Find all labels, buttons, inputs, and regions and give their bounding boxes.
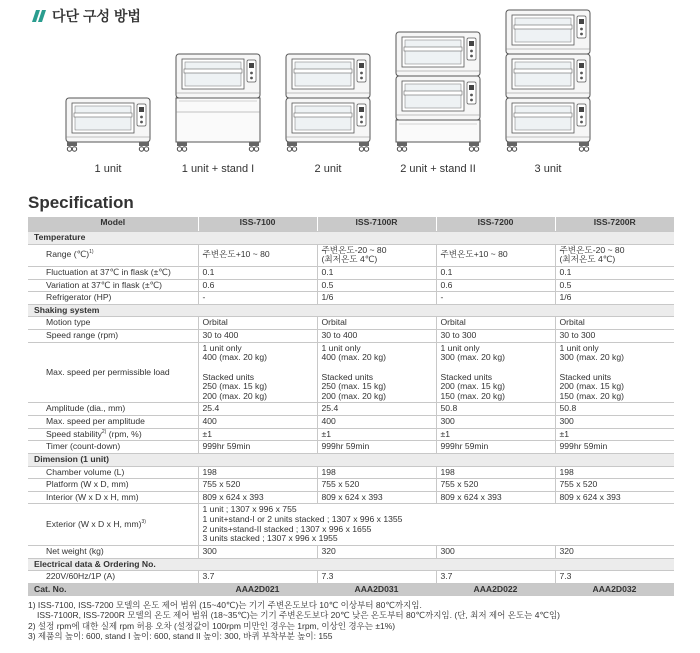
section-shaking-system: Shaking system [28, 304, 674, 317]
table-row [28, 279, 674, 292]
cell: 1 unit only 300 (max. 20 kg) Stacked units 200 (max. 15 kg) 150 (max. 20 kg) [436, 342, 555, 403]
cell: 755 x 520 [198, 479, 317, 492]
table-row [28, 545, 674, 558]
cell: 400 [317, 416, 436, 429]
cell: 809 x 624 x 393 [198, 491, 317, 504]
row-label-speed-stability: Speed stability$^{2)}$ (rpm, %) [28, 428, 198, 441]
header-model: Model [28, 217, 198, 232]
cell: 30 to 300 [555, 330, 674, 343]
table-row [28, 330, 674, 343]
cell: 0.6 [198, 279, 317, 292]
cell: 30 to 400 [317, 330, 436, 343]
footnote-2: 2) 설정 rpm에 대한 실제 rpm 허용 오차 (설정값이 100rpm 미만인 경우는 1rpm, 이상인 경우는 ±1%) [28, 620, 396, 631]
cell: 809 x 624 x 393 [317, 491, 436, 504]
cell: - [436, 292, 555, 305]
cell: Orbital [198, 317, 317, 330]
cell: 809 x 624 x 393 [555, 491, 674, 504]
table-header-row [28, 217, 674, 232]
row-label-speed-range: Speed range (rpm) [28, 330, 198, 343]
cell: 300 [198, 545, 317, 558]
cell: 0.1 [317, 266, 436, 279]
cell: ±1 [317, 428, 436, 441]
cell: 25.4 [317, 403, 436, 416]
footnote-1: 1) ISS-7100, ISS-7200 모델의 온도 제어 범위 (15~40℃)는 기기 주변온도보다 10℃ 이상부터 80℃까지임. [28, 600, 422, 610]
unit-1-stand-I-drawing [176, 54, 260, 151]
table-row [28, 317, 674, 330]
config-label-3-unit: 3 unit [534, 163, 562, 175]
cell: 1/6 [317, 292, 436, 305]
cell: 1 unit only 400 (max. 20 kg) Stacked units 250 (max. 15 kg) 200 (max. 20 kg) [317, 342, 436, 403]
cell: 198 [436, 466, 555, 479]
row-label-amplitude: Amplitude (dia., mm) [28, 403, 198, 416]
header-iss-7200r: ISS-7200R [555, 217, 674, 232]
table-row [28, 466, 674, 479]
table-row [28, 491, 674, 504]
cat-no-cell: AAA2D022 [436, 583, 555, 596]
cell: 755 x 520 [555, 479, 674, 492]
row-label-platform: Platform (W x D, mm) [28, 479, 198, 492]
cell: 1 unit only 400 (max. 20 kg) Stacked units 250 (max. 15 kg) 200 (max. 20 kg) [198, 342, 317, 403]
table-row [28, 571, 674, 584]
row-label-refrigerator: Refrigerator (HP) [28, 292, 198, 305]
cell: 0.5 [317, 279, 436, 292]
cell: Orbital [317, 317, 436, 330]
cell: 755 x 520 [436, 479, 555, 492]
cell: 999hr 59min [198, 441, 317, 454]
cell: 1 unit only 300 (max. 20 kg) Stacked units 200 (max. 15 kg) 150 (max. 20 kg) [555, 342, 674, 403]
cell: 주변온도-20 ~ 80 (최저온도 4℃) [555, 244, 674, 266]
cat-no-cell: AAA2D021 [198, 583, 317, 596]
unit-2-drawing [286, 54, 370, 151]
unit-3-drawing [506, 10, 590, 151]
row-label-variation: Variation at 37℃ in flask (±℃) [28, 279, 198, 292]
row-label-range: Range (℃)$^{1)}$ [28, 244, 198, 266]
cell: 198 [555, 466, 674, 479]
table-row [28, 428, 674, 441]
config-label-1-unit-stand-I: 1 unit + stand I [181, 163, 255, 175]
cell: - [198, 292, 317, 305]
table-row [28, 342, 674, 403]
cell: 주변온도+10 ~ 80 [198, 244, 317, 266]
cell: 3.7 [198, 571, 317, 584]
unit-configuration-drawings [0, 0, 700, 185]
cell: 300 [555, 416, 674, 429]
header-iss-7200: ISS-7200 [436, 217, 555, 232]
header-iss-7100r: ISS-7100R [317, 217, 436, 232]
cell: 30 to 300 [436, 330, 555, 343]
heading-text: 다단 구성 방법 [52, 8, 141, 24]
header-iss-7100: ISS-7100 [198, 217, 317, 232]
cell: 1/6 [555, 292, 674, 305]
cell: 755 x 520 [317, 479, 436, 492]
spec-title: Specification [28, 193, 134, 212]
footnote-3: 3) 제품의 높이: 600, stand I 높이: 600, stand II 높이: 300, 바퀴 부착부분 높이: 155 [28, 631, 333, 642]
row-label-timer: Timer (count-down) [28, 441, 198, 454]
cat-no-cell: AAA2D032 [555, 583, 674, 596]
table-row [28, 403, 674, 416]
unit-1-drawing [66, 98, 150, 151]
cell: 809 x 624 x 393 [436, 491, 555, 504]
config-label-2-unit-stand-II: 2 unit + stand II [400, 163, 476, 175]
cell: 400 [198, 416, 317, 429]
cell: ±1 [198, 428, 317, 441]
table-row [28, 504, 674, 546]
cell: 3.7 [436, 571, 555, 584]
config-label-1-unit: 1 unit [94, 163, 122, 175]
table-row [28, 479, 674, 492]
row-label-chamber: Chamber volume (L) [28, 466, 198, 479]
cell: 999hr 59min [436, 441, 555, 454]
exterior-cell: 1 unit ; 1307 x 996 x 755 1 unit+stand-I or 2 units stacked ; 1307 x 996 x 1355 2 units+stand-II stacked ; 1307 x 996 x 1655 3 units stacked ; 1307 x 996 x 1955 [198, 504, 674, 546]
table-row [28, 244, 674, 266]
table-row [28, 292, 674, 305]
cat-no-cell: AAA2D031 [317, 583, 436, 596]
row-label-weight: Net weight (kg) [28, 545, 198, 558]
cell: 999hr 59min [317, 441, 436, 454]
cell: 198 [198, 466, 317, 479]
unit-2-stand-II-drawing [396, 32, 480, 151]
section-temperature: Temperature [28, 232, 674, 245]
cell: 198 [317, 466, 436, 479]
row-label-cat-no: Cat. No. [28, 583, 198, 596]
cell: 25.4 [198, 403, 317, 416]
config-label-2-unit: 2 unit [314, 163, 342, 175]
footnotes [28, 600, 560, 641]
row-label-max-speed-load: Max. speed per permissible load [28, 342, 198, 403]
row-label-power: 220V/60Hz/1P (A) [28, 571, 198, 584]
row-label-max-speed-amplitude: Max. speed per amplitude [28, 416, 198, 429]
cell: Orbital [436, 317, 555, 330]
cell: 50.8 [436, 403, 555, 416]
cell: 주변온도+10 ~ 80 [436, 244, 555, 266]
row-label-motion: Motion type [28, 317, 198, 330]
cell: 300 [436, 545, 555, 558]
cell: 주변온도-20 ~ 80 (최저온도 4℃) [317, 244, 436, 266]
cell: 0.5 [555, 279, 674, 292]
cell: 0.1 [436, 266, 555, 279]
specification-table [28, 217, 674, 596]
cell: 0.1 [198, 266, 317, 279]
cell: 0.1 [555, 266, 674, 279]
cell: 7.3 [555, 571, 674, 584]
row-label-exterior: Exterior (W x D x H, mm)$^{3)}$ [28, 504, 198, 546]
section-dimension: Dimension (1 unit) [28, 453, 674, 466]
cell: 0.6 [436, 279, 555, 292]
cell: Orbital [555, 317, 674, 330]
table-row [28, 416, 674, 429]
cell: 7.3 [317, 571, 436, 584]
row-label-interior: Interior (W x D x H, mm) [28, 491, 198, 504]
cell: ±1 [555, 428, 674, 441]
section-electrical: Electrical data & Ordering No. [28, 558, 674, 571]
cell: 300 [436, 416, 555, 429]
cell: 999hr 59min [555, 441, 674, 454]
cell: 320 [317, 545, 436, 558]
cell: ±1 [436, 428, 555, 441]
cell: 30 to 400 [198, 330, 317, 343]
footnote-1-cont: ISS-7100R, ISS-7200R 모델의 온도 제어 범위 (18~35℃)는 기기 주변온도보다 20℃ 낮은 온도부터 80℃까지임. (단, 최저 제어 온도는 4℃임) [37, 610, 561, 621]
cell: 50.8 [555, 403, 674, 416]
cell: 320 [555, 545, 674, 558]
catalog-row [28, 583, 674, 596]
table-row [28, 441, 674, 454]
row-label-fluctuation: Fluctuation at 37℃ in flask (±℃) [28, 266, 198, 279]
table-row [28, 266, 674, 279]
